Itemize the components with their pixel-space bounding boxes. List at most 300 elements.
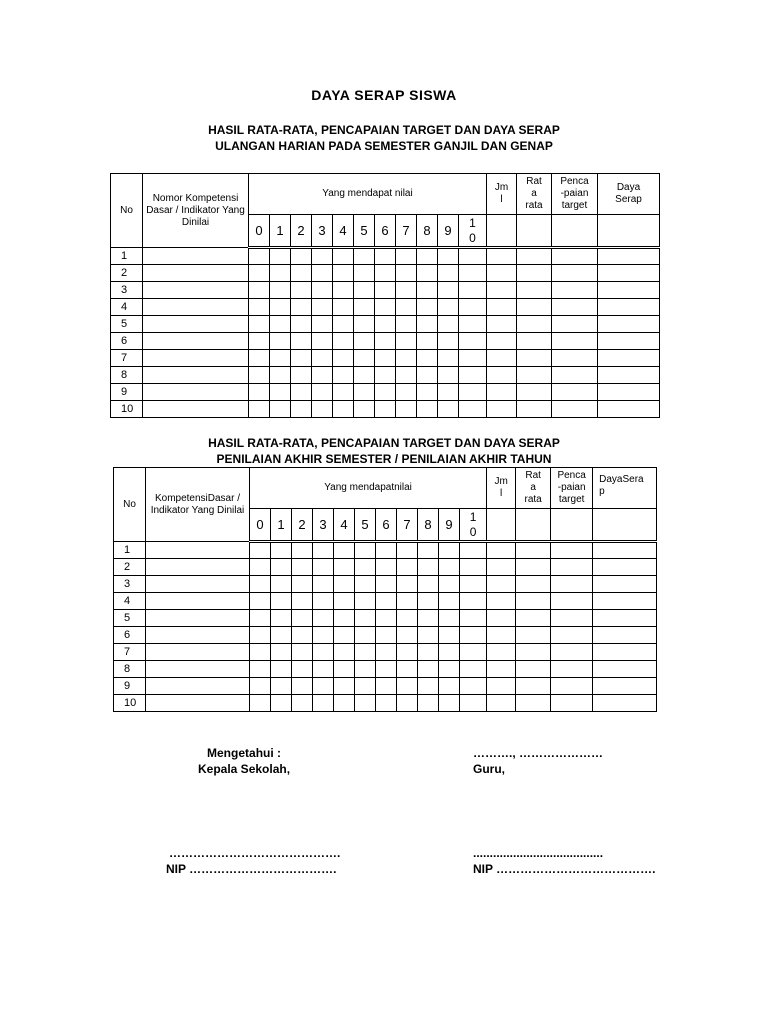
table-cell	[291, 299, 312, 316]
row-number: 10	[114, 695, 146, 712]
table-cell	[439, 661, 460, 678]
row-number: 10	[111, 401, 143, 418]
table-cell	[487, 593, 516, 610]
table-cell	[333, 316, 354, 333]
table-cell	[355, 627, 376, 644]
table-cell	[376, 576, 397, 593]
table-cell	[552, 401, 598, 418]
col-daya-header: DayaSera p	[593, 468, 657, 509]
table-cell	[439, 593, 460, 610]
table-cell	[249, 333, 270, 350]
table-cell	[396, 299, 417, 316]
table-cell	[439, 576, 460, 593]
table-cell	[250, 559, 271, 576]
signature-left-line2: Kepala Sekolah,	[198, 762, 291, 776]
table-cell	[376, 695, 397, 712]
table-cell	[270, 248, 291, 265]
col-target-header: Penca -paian target	[551, 468, 593, 509]
table-cell	[270, 333, 291, 350]
table-cell	[249, 248, 270, 265]
score-cell: 5	[354, 215, 375, 248]
table-cell	[552, 265, 598, 282]
table-cell	[487, 333, 517, 350]
table-row	[111, 367, 660, 384]
table-cell	[593, 559, 657, 576]
table-cell	[312, 384, 333, 401]
col-rata-header: Rat a rata	[516, 468, 551, 509]
table-cell	[593, 678, 657, 695]
table-cell	[313, 559, 334, 576]
score-cell-ten: 1 0	[459, 215, 487, 248]
table-cell	[551, 542, 593, 559]
table-cell	[487, 661, 516, 678]
table-cell	[292, 695, 313, 712]
table-cell	[438, 401, 459, 418]
table-cell	[396, 384, 417, 401]
table-cell	[460, 695, 487, 712]
table-cell	[334, 678, 355, 695]
table-cell	[146, 559, 250, 576]
table-cell	[593, 610, 657, 627]
table-cell	[376, 559, 397, 576]
table-cell	[292, 678, 313, 695]
daya-serap-table-ulangan	[110, 173, 660, 418]
table-cell	[271, 576, 292, 593]
table-cell	[334, 610, 355, 627]
table-cell	[552, 299, 598, 316]
table-cell	[334, 559, 355, 576]
table-cell	[517, 316, 552, 333]
table-cell	[249, 367, 270, 384]
table-row	[111, 265, 660, 282]
table-cell	[292, 661, 313, 678]
row-number: 5	[114, 610, 146, 627]
table-cell	[146, 644, 250, 661]
table-row	[111, 282, 660, 299]
table-cell	[487, 627, 516, 644]
table-cell	[552, 316, 598, 333]
table-cell	[417, 299, 438, 316]
table-cell	[312, 333, 333, 350]
table-cell	[593, 695, 657, 712]
table-cell	[355, 695, 376, 712]
table-cell	[397, 644, 418, 661]
section2-heading-line2: PENILAIAN AKHIR SEMESTER / PENILAIAN AKHIR TAHUN	[216, 452, 552, 466]
table-cell	[439, 542, 460, 559]
table-cell	[439, 644, 460, 661]
table-cell	[487, 401, 517, 418]
table-cell	[551, 559, 593, 576]
table-cell	[355, 593, 376, 610]
table-cell	[438, 316, 459, 333]
table-cell	[375, 265, 396, 282]
table-cell	[271, 644, 292, 661]
table-cell	[143, 367, 249, 384]
table-cell	[146, 661, 250, 678]
table-cell	[249, 401, 270, 418]
table-cell	[292, 542, 313, 559]
table-cell	[354, 401, 375, 418]
table-cell	[291, 350, 312, 367]
table-cell	[354, 248, 375, 265]
table-cell	[312, 316, 333, 333]
table-cell	[334, 542, 355, 559]
table-row	[111, 299, 660, 316]
table-row	[114, 661, 657, 678]
table-cell	[598, 401, 660, 418]
table-cell	[487, 350, 517, 367]
table-cell	[312, 401, 333, 418]
table-cell	[487, 542, 516, 559]
table-cell	[355, 576, 376, 593]
table-cell	[551, 593, 593, 610]
table-cell	[438, 367, 459, 384]
table-cell	[516, 695, 551, 712]
table-cell	[439, 695, 460, 712]
row-number: 9	[111, 384, 143, 401]
table-cell	[355, 644, 376, 661]
table-cell	[439, 610, 460, 627]
table-cell	[516, 627, 551, 644]
table-cell	[354, 384, 375, 401]
col-kompetensi-header: Nomor Kompetensi Dasar / Indikator Yang Dinilai	[143, 174, 249, 248]
table-cell	[250, 644, 271, 661]
table-cell	[313, 542, 334, 559]
table-cell	[375, 401, 396, 418]
table-cell	[354, 282, 375, 299]
table-cell	[439, 678, 460, 695]
table-cell	[517, 248, 552, 265]
table-cell	[516, 661, 551, 678]
table-cell	[487, 299, 517, 316]
signature-left-footer	[166, 845, 340, 877]
daya-serap-table-pas	[113, 467, 657, 712]
table-cell	[146, 576, 250, 593]
row-number: 7	[111, 350, 143, 367]
table-cell	[249, 299, 270, 316]
row-number: 5	[111, 316, 143, 333]
score-cell: 8	[418, 509, 439, 542]
table-cell	[516, 678, 551, 695]
row-number: 4	[114, 593, 146, 610]
table-cell	[271, 661, 292, 678]
table-cell	[292, 593, 313, 610]
col-kompetensi-header: KompetensiDasar / Indikator Yang Dinilai	[146, 468, 250, 542]
table-cell	[146, 627, 250, 644]
table-cell	[598, 299, 660, 316]
table-cell	[551, 678, 593, 695]
table-cell	[397, 576, 418, 593]
table-cell	[375, 367, 396, 384]
table-cell	[313, 661, 334, 678]
table-cell	[250, 678, 271, 695]
col-nilai-header: Yang mendapatnilai	[250, 468, 487, 509]
table-row	[114, 576, 657, 593]
row-number: 4	[111, 299, 143, 316]
table-cell	[459, 316, 487, 333]
signature-right-header	[473, 745, 603, 777]
table-cell	[376, 610, 397, 627]
table-cell	[143, 299, 249, 316]
table-cell	[516, 559, 551, 576]
table-cell	[376, 627, 397, 644]
col-target-header: Penca -paian target	[552, 174, 598, 215]
table-cell	[333, 384, 354, 401]
table-cell	[593, 627, 657, 644]
section2-heading	[0, 435, 768, 467]
table-cell	[418, 559, 439, 576]
table-cell	[355, 678, 376, 695]
table-cell	[270, 384, 291, 401]
table-cell	[552, 282, 598, 299]
table-cell	[551, 644, 593, 661]
table-cell	[459, 333, 487, 350]
table-cell	[487, 384, 517, 401]
table-row	[114, 593, 657, 610]
table-cell	[292, 559, 313, 576]
table-cell	[376, 644, 397, 661]
score-cell: 7	[397, 509, 418, 542]
table-cell	[333, 350, 354, 367]
table-cell	[312, 265, 333, 282]
table-cell	[271, 593, 292, 610]
table-row	[111, 401, 660, 418]
table-cell	[250, 542, 271, 559]
table-cell	[396, 282, 417, 299]
signature-right-line1: ………., …………………	[473, 746, 604, 760]
table-cell	[397, 695, 418, 712]
score-cell: 7	[396, 215, 417, 248]
table-cell	[460, 661, 487, 678]
table-cell	[291, 367, 312, 384]
table-row	[114, 610, 657, 627]
table-cell	[438, 299, 459, 316]
section1-heading	[0, 122, 768, 154]
table-cell	[417, 265, 438, 282]
col-nilai-header: Yang mendapat nilai	[249, 174, 487, 215]
table-cell	[460, 593, 487, 610]
table-cell	[516, 644, 551, 661]
table-cell	[438, 282, 459, 299]
table-cell	[551, 695, 593, 712]
table-cell	[270, 316, 291, 333]
table-cell	[313, 610, 334, 627]
table-cell	[291, 282, 312, 299]
table-cell	[291, 265, 312, 282]
table-cell	[146, 695, 250, 712]
table-cell	[271, 627, 292, 644]
table-cell	[487, 367, 517, 384]
table-cell	[375, 248, 396, 265]
table-cell	[459, 401, 487, 418]
table-cell	[250, 593, 271, 610]
table-cell	[417, 333, 438, 350]
table-cell	[397, 627, 418, 644]
table-cell	[312, 299, 333, 316]
table-cell	[551, 661, 593, 678]
table-cell	[418, 542, 439, 559]
table-cell	[355, 559, 376, 576]
table-cell	[249, 265, 270, 282]
table-cell	[354, 350, 375, 367]
table-cell	[313, 678, 334, 695]
table-cell	[517, 333, 552, 350]
table-cell	[313, 644, 334, 661]
table-cell	[250, 661, 271, 678]
score-cell: 6	[375, 215, 396, 248]
score-cell: 0	[250, 509, 271, 542]
table-cell	[593, 644, 657, 661]
table-cell	[397, 593, 418, 610]
score-cell: 3	[312, 215, 333, 248]
table-cell	[375, 316, 396, 333]
table-cell	[439, 627, 460, 644]
score-cell: 4	[334, 509, 355, 542]
table-cell	[517, 299, 552, 316]
table-row	[111, 316, 660, 333]
row-number: 2	[114, 559, 146, 576]
table-cell	[313, 627, 334, 644]
table-cell	[417, 316, 438, 333]
table-cell	[598, 248, 660, 265]
table-cell	[354, 265, 375, 282]
table-cell	[438, 333, 459, 350]
table-cell	[313, 695, 334, 712]
table-cell	[146, 678, 250, 695]
table-cell	[270, 401, 291, 418]
table-cell	[487, 644, 516, 661]
table-cell	[333, 401, 354, 418]
table-cell	[397, 661, 418, 678]
table-cell	[143, 384, 249, 401]
table-cell	[438, 248, 459, 265]
table-row	[114, 627, 657, 644]
row-number: 6	[111, 333, 143, 350]
row-number: 9	[114, 678, 146, 695]
row-number: 8	[111, 367, 143, 384]
table-cell	[333, 299, 354, 316]
table-cell	[460, 678, 487, 695]
table-cell	[460, 542, 487, 559]
score-cell: 4	[333, 215, 354, 248]
table-cell	[375, 333, 396, 350]
table-cell	[487, 610, 516, 627]
table-cell	[517, 384, 552, 401]
table-cell	[291, 401, 312, 418]
table-cell	[517, 401, 552, 418]
table-cell	[460, 610, 487, 627]
table-cell	[375, 350, 396, 367]
table-cell	[418, 661, 439, 678]
col-rata-header: Rat a rata	[517, 174, 552, 215]
table-cell	[487, 248, 517, 265]
table-cell	[397, 559, 418, 576]
table-cell	[593, 576, 657, 593]
table-cell	[396, 248, 417, 265]
table-cell	[291, 316, 312, 333]
table-cell	[250, 695, 271, 712]
table-cell	[598, 316, 660, 333]
signature-left-nip: NIP ……………………………….	[166, 862, 337, 876]
table-cell	[460, 559, 487, 576]
table-cell	[270, 350, 291, 367]
table-row	[111, 350, 660, 367]
table-cell	[143, 316, 249, 333]
table-cell	[143, 350, 249, 367]
table-cell	[270, 282, 291, 299]
table-cell	[270, 265, 291, 282]
row-number: 3	[111, 282, 143, 299]
signature-left-name-line: …………………………………….	[169, 846, 341, 860]
table-cell	[517, 350, 552, 367]
table-cell	[312, 282, 333, 299]
col-no-header: No	[111, 174, 143, 248]
table-cell	[313, 593, 334, 610]
row-number: 6	[114, 627, 146, 644]
table-cell	[439, 559, 460, 576]
table-cell	[291, 248, 312, 265]
table-cell	[459, 350, 487, 367]
table-cell	[271, 610, 292, 627]
table-cell	[333, 265, 354, 282]
table-cell	[418, 695, 439, 712]
table-cell	[487, 282, 517, 299]
table-cell	[593, 661, 657, 678]
table-cell	[593, 542, 657, 559]
table-cell	[438, 350, 459, 367]
table-cell	[375, 282, 396, 299]
row-number: 1	[114, 542, 146, 559]
table-cell	[249, 350, 270, 367]
table-row	[114, 695, 657, 712]
table-cell	[292, 627, 313, 644]
table-cell	[418, 644, 439, 661]
table-cell	[459, 367, 487, 384]
table-cell	[249, 384, 270, 401]
table-cell	[312, 248, 333, 265]
table-cell	[516, 576, 551, 593]
table-cell	[375, 384, 396, 401]
row-number: 1	[111, 248, 143, 265]
score-cell: 3	[313, 509, 334, 542]
table-cell	[460, 644, 487, 661]
table-cell	[271, 542, 292, 559]
table-cell	[250, 576, 271, 593]
score-cell-ten: 1 0	[460, 509, 487, 542]
table-row	[111, 248, 660, 265]
row-number: 2	[111, 265, 143, 282]
table-cell	[598, 367, 660, 384]
table-cell	[460, 627, 487, 644]
table-cell	[459, 265, 487, 282]
table-cell	[418, 593, 439, 610]
table-cell	[593, 593, 657, 610]
table-cell	[355, 542, 376, 559]
table-cell	[396, 265, 417, 282]
col-daya-header: Daya Serap	[598, 174, 660, 215]
table-cell	[459, 282, 487, 299]
table-cell	[312, 367, 333, 384]
table-cell	[417, 282, 438, 299]
table-cell	[376, 661, 397, 678]
table-cell	[438, 384, 459, 401]
signature-right-footer	[473, 845, 655, 877]
table-cell	[418, 627, 439, 644]
table-cell	[598, 282, 660, 299]
table-cell	[552, 384, 598, 401]
table-cell	[598, 350, 660, 367]
table-cell	[418, 678, 439, 695]
